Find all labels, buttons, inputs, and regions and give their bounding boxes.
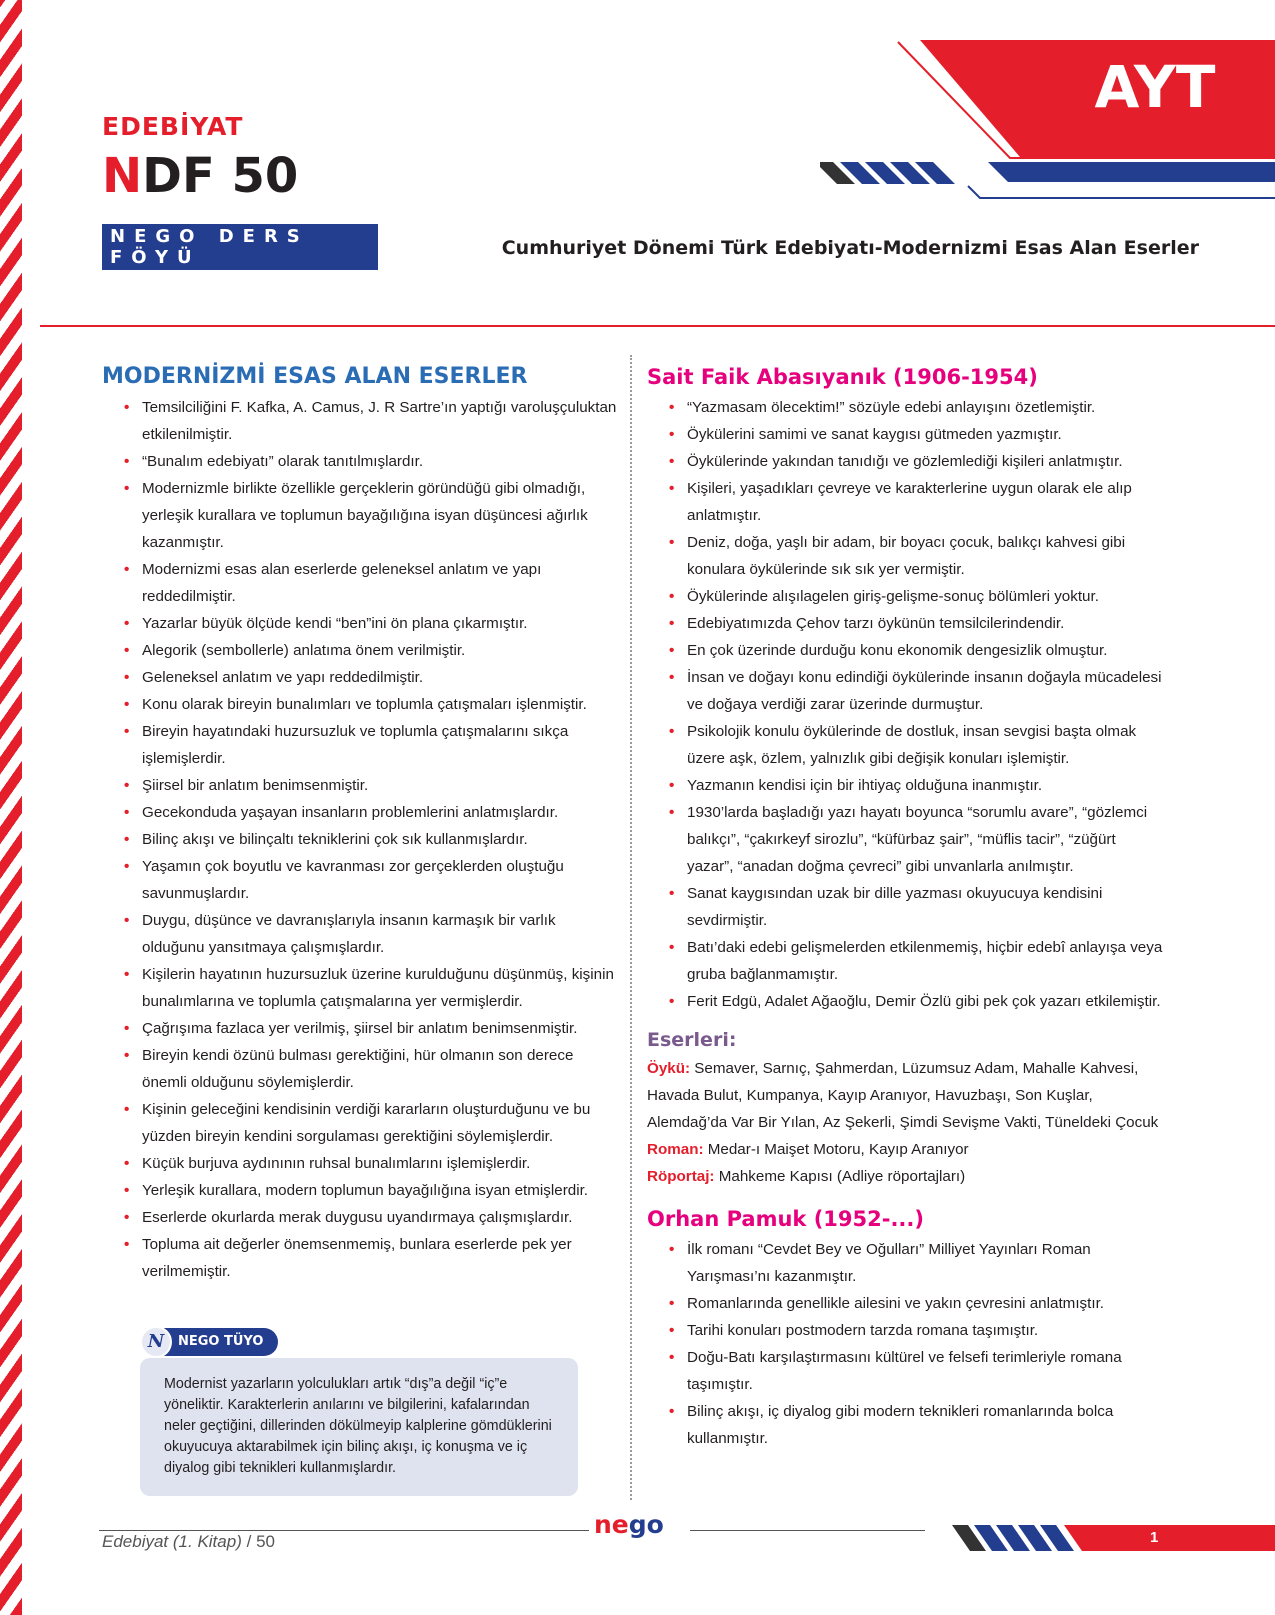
list-item: • Gecekonduda yaşayan insanların problemlerini anlatmışlardır. — [102, 799, 617, 826]
footer-book-title: Edebiyat (1. Kitap) — [102, 1532, 242, 1551]
footer-red-tab — [1064, 1525, 1275, 1551]
list-item: • 1930’larda başladığı yazı hayatı boyunca “sorumlu avare”, “gözlemci balıkçı”, “çakırkeyf sirozlu”, “küfürbaz şair”, “müflis tacir”, “züğürt yazar”, “anadan doğma çevreci” gibi unvanlarla anılmıştır. — [647, 799, 1165, 880]
author-heading-orhan-pamuk: Orhan Pamuk (1952-...) — [647, 1207, 924, 1231]
list-item: • İlk romanı “Cevdet Bey ve Oğulları” Milliyet Yayınları Roman Yarışması’nı kazanmıştır. — [647, 1236, 1165, 1290]
footer-book-page: 50 — [256, 1532, 275, 1551]
series-label: NEGO DERS FÖYÜ — [102, 224, 378, 270]
orhan-pamuk-list — [647, 1236, 1165, 1452]
works-heading: Eserleri: — [647, 1029, 737, 1051]
works-story-text: Semaver, Sarnıç, Şahmerdan, Lüzumsuz Adam, Mahalle Kahvesi, Havada Bulut, Kumpanya, Kayıp Aranıyor, Havuzbaşı, Son Kuşlar, Alemdağ’da Var Bir Yılan, Az Şekerli, Şimdi Sevişme Vakti, Tüneldeki Çocuk — [647, 1060, 1159, 1131]
author-heading-sait-faik: Sait Faik Abasıyanık (1906-1954) — [647, 365, 1038, 389]
page-number: 1 — [1150, 1529, 1159, 1546]
list-item: • Psikolojik konulu öykülerinde de dostluk, insan sevgisi başta olmak üzere aşk, özlem, yalnızlık gibi değişik konuları işlemiştir. — [647, 718, 1165, 772]
right-column — [647, 362, 1165, 1452]
footer-divider-right — [690, 1530, 925, 1531]
list-item: • Kişilerin hayatının huzursuzluk üzerine kurulduğunu düşünmüş, kişinin bunalımlarına ve toplumla çatışmalarına yer vermişlerdir. — [102, 961, 617, 1015]
works-story-label: Öykü: — [647, 1060, 691, 1077]
list-item: • Romanlarında genellikle ailesini ve yakın çevresini anlatmıştır. — [647, 1290, 1165, 1317]
striped-edge-decoration — [0, 0, 22, 1615]
section-heading: MODERNİZMİ ESAS ALAN ESERLER — [102, 364, 528, 389]
footer-separator: / — [246, 1532, 252, 1551]
document-code-rest: DF 50 — [142, 148, 299, 204]
tip-text: Modernist yazarların yolculukları artık “dış”a değil “iç”e yöneliktir. Karakterlerin anılarını ve bilgilerini, kafalarından neler geçtiğini, dillerinden dökülmeyip kalplerine gömdüklerini okuyucuya aktarabilmek için bilinç akışı, iç konuşma ve iç diyalog gibi teknikleri kullanmışlardır. — [164, 1376, 552, 1476]
brand-part-a: ne — [594, 1510, 629, 1539]
list-item: • Geleneksel anlatım ve yapı reddedilmiştir. — [102, 664, 617, 691]
brand-part-b: go — [628, 1510, 664, 1539]
list-item: • Bilinç akışı ve bilinçaltı tekniklerini çok sık kullanmışlardır. — [102, 826, 617, 853]
works-report-label: Röportaj: — [647, 1168, 715, 1185]
tip-label: NEGO TÜYO — [148, 1328, 278, 1356]
list-item: • Yaşamın çok boyutlu ve kavranması zor gerçeklerden oluştuğu savunmuşlardır. — [102, 853, 617, 907]
list-item: • Topluma ait değerler önemsenmemiş, bunlara eserlerde pek yer verilmemiştir. — [102, 1231, 617, 1285]
works-report — [647, 1163, 1165, 1190]
list-item: • Öykülerinde alışılagelen giriş-gelişme-sonuç bölümleri yoktur. — [647, 583, 1165, 610]
list-item: • Yerleşik kurallara, modern toplumun bayağılığına isyan etmişlerdir. — [102, 1177, 617, 1204]
list-item: • Çağrışıma fazlaca yer verilmiş, şiirsel bir anlatım benimsenmiştir. — [102, 1015, 617, 1042]
works-novel-text: Medar-ı Maişet Motoru, Kayıp Aranıyor — [707, 1141, 969, 1158]
list-item: • Konu olarak bireyin bunalımları ve toplumla çatışmaları işlenmiştir. — [102, 691, 617, 718]
list-item: • Bireyin hayatındaki huzursuzluk ve toplumla çatışmalarını sıkça işlemişlerdir. — [102, 718, 617, 772]
left-column — [102, 362, 617, 1285]
footer-book-info — [102, 1532, 275, 1552]
document-code-initial: N — [102, 148, 143, 204]
list-item: • Batı’daki edebi gelişmelerden etkilenmemiş, hiçbir edebî anlayışa veya gruba bağlanmamıştır. — [647, 934, 1165, 988]
works-novel-label: Roman: — [647, 1141, 704, 1158]
banner-outline-bottom — [968, 186, 1275, 198]
list-item: • Şiirsel bir anlatım benimsenmiştir. — [102, 772, 617, 799]
works-story — [647, 1055, 1165, 1136]
works-report-text: Mahkeme Kapısı (Adliye röportajları) — [718, 1168, 966, 1185]
list-item: • Kişileri, yaşadıkları çevreye ve karakterlerine uygun olarak ele alıp anlatmıştır. — [647, 475, 1165, 529]
list-item: • Öykülerini samimi ve sanat kaygısı gütmeden yazmıştır. — [647, 421, 1165, 448]
list-item: • Modernizmle birlikte özellikle gerçeklerin göründüğü gibi olmadığı, yerleşik kurallara ve toplumun bayağılığına isyan düşüncesi ağırlık kazanmıştır. — [102, 475, 617, 556]
tip-box — [140, 1358, 578, 1496]
header-divider — [40, 325, 1275, 327]
list-item: • Modernizmi esas alan eserlerde geleneksel anlatım ve yapı reddedilmiştir. — [102, 556, 617, 610]
list-item: • Temsilciliğini F. Kafka, A. Camus, J. R Sartre’ın yaptığı varoluşçuluktan etkilenilmiştir. — [102, 394, 617, 448]
list-item: • Alegorik (sembollerle) anlatıma önem verilmiştir. — [102, 637, 617, 664]
list-item: • En çok üzerinde durduğu konu ekonomik dengesizlik olmuştur. — [647, 637, 1165, 664]
nego-brand-logo — [594, 1512, 664, 1537]
list-item: • Duygu, düşünce ve davranışlarıyla insanın karmaşık bir varlık olduğunu yansıtmaya çalışmışlardır. — [102, 907, 617, 961]
sait-faik-list — [647, 394, 1165, 1015]
footer-divider-left — [99, 1530, 589, 1531]
subject-label: EDEBİYAT — [102, 112, 244, 141]
list-item: • Öykülerinde yakından tanıdığı ve gözlemlediği kişileri anlatmıştır. — [647, 448, 1165, 475]
nego-logo-icon: N — [140, 1326, 172, 1358]
list-item: • Bilinç akışı, iç diyalog gibi modern teknikleri romanlarında bolca kullanmıştır. — [647, 1398, 1165, 1452]
list-item: • Küçük burjuva aydınının ruhsal bunalımlarını işlemişlerdir. — [102, 1150, 617, 1177]
column-divider — [630, 355, 632, 1500]
document-title: Cumhuriyet Dönemi Türk Edebiyatı-Modernizmi Esas Alan Eserler — [501, 237, 1199, 259]
list-item: • Tarihi konuları postmodern tarzda romana taşımıştır. — [647, 1317, 1165, 1344]
footer-page-banner — [952, 1525, 1275, 1553]
list-item: • Sanat kaygısından uzak bir dille yazması okuyucuya kendisini sevdirmiştir. — [647, 880, 1165, 934]
exam-label: AYT — [1094, 53, 1216, 121]
list-item: • Eserlerde okurlarda merak duygusu uyandırmaya çalışmışlardır. — [102, 1204, 617, 1231]
modernism-list — [102, 394, 617, 1285]
document-code — [102, 148, 299, 204]
list-item: • “Yazmasam ölecektim!” sözüyle edebi anlayışını özetlemiştir. — [647, 394, 1165, 421]
list-item: • Yazarlar büyük ölçüde kendi “ben”ini ön plana çıkarmıştır. — [102, 610, 617, 637]
list-item: • Yazmanın kendisi için bir ihtiyaç olduğuna inanmıştır. — [647, 772, 1165, 799]
list-item: • Edebiyatımızda Çehov tarzı öykünün temsilcilerindendir. — [647, 610, 1165, 637]
list-item: • Kişinin geleceğini kendisinin verdiği kararların oluşturduğunu ve bu yüzden bireyin kendini sorgulaması gerektiğini söylemişlerdir. — [102, 1096, 617, 1150]
list-item: • Bireyin kendi özünü bulması gerektiğini, hür olmanın son derece önemli olduğunu söylemişlerdir. — [102, 1042, 617, 1096]
list-item: • Ferit Edgü, Adalet Ağaoğlu, Demir Özlü gibi pek çok yazarı etkilemiştir. — [647, 988, 1165, 1015]
list-item: • Doğu-Batı karşılaştırmasını kültürel ve felsefi terimleriyle romana taşımıştır. — [647, 1344, 1165, 1398]
works-novel — [647, 1136, 1165, 1163]
list-item: • Deniz, doğa, yaşlı bir adam, bir boyacı çocuk, balıkçı kahvesi gibi konulara öykülerinde sık sık yer vermiştir. — [647, 529, 1165, 583]
list-item: • “Bunalım edebiyatı” olarak tanıtılmışlardır. — [102, 448, 617, 475]
banner-blue-bar — [988, 162, 1275, 182]
list-item: • İnsan ve doğayı konu edindiği öykülerinde insanın doğayla mücadelesi ve doğaya verdiği zarar üzerinde durmuştur. — [647, 664, 1165, 718]
